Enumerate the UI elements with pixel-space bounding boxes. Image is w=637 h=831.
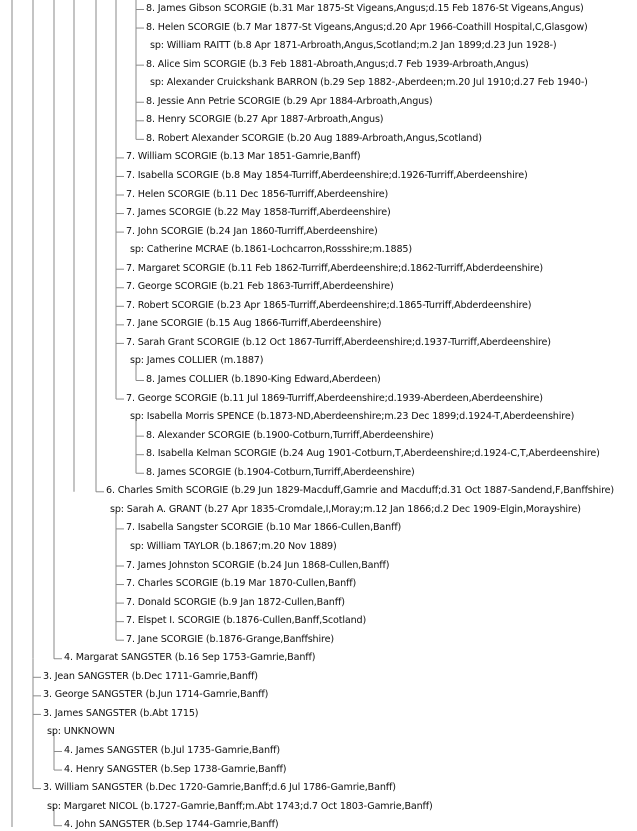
spouse-entry: sp: William RAITT (b.8 Apr 1871-Arbroath,Angus,Scotland;m.2 Jan 1899;d.23 Jun 1928-) xyxy=(150,40,557,52)
person-entry: 7. Charles SCORGIE (b.19 Mar 1870-Cullen,Banff) xyxy=(126,578,357,590)
person-entry: 7. Isabella SCORGIE (b.8 May 1854-Turriff,Aberdeenshire;d.1926-Turriff,Aberdeenshire) xyxy=(126,169,528,181)
person-entry: 7. Robert SCORGIE (b.23 Apr 1865-Turriff,Aberdeenshire;d.1865-Turriff,Abderdeenshire) xyxy=(126,299,532,311)
person-entry: 7. Elspet I. SCORGIE (b.1876-Cullen,Banff,Scotland) xyxy=(126,615,367,627)
person-entry: 7. James SCORGIE (b.22 May 1858-Turriff,Aberdeenshire) xyxy=(126,207,391,219)
spouse-entry: sp: Sarah A. GRANT (b.27 Apr 1835-Cromdale,I,Moray;m.12 Jan 1866;d.2 Dec 1909-Elgin,Morayshire) xyxy=(110,503,581,515)
person-entry: 7. George SCORGIE (b.11 Jul 1869-Turriff,Aberdeenshire;d.1939-Aberdeen,Aberdeenshire) xyxy=(126,392,543,404)
person-entry: 8. Henry SCORGIE (b.27 Apr 1887-Arbroath,Angus) xyxy=(146,114,384,126)
person-entry: 7. James Johnston SCORGIE (b.24 Jun 1868-Cullen,Banff) xyxy=(126,559,390,571)
person-entry: 4. Margarat SANGSTER (b.16 Sep 1753-Gamrie,Banff) xyxy=(64,652,316,664)
spouse-entry: sp: William TAYLOR (b.1867;m.20 Nov 1889) xyxy=(130,540,337,552)
person-entry: 7. Jane SCORGIE (b.1876-Grange,Banffshire) xyxy=(126,633,334,645)
person-entry: 7. Jane SCORGIE (b.15 Aug 1866-Turriff,Aberdeenshire) xyxy=(126,318,382,330)
spouse-entry: sp: UNKNOWN xyxy=(47,726,115,738)
spouse-entry: sp: Catherine MCRAE (b.1861-Lochcarron,Rossshire;m.1885) xyxy=(130,244,412,256)
spouse-entry: sp: Alexander Cruickshank BARRON (b.29 Sep 1882-,Aberdeen;m.20 Jul 1910;d.27 Feb 1940-) xyxy=(150,77,588,89)
person-entry: 4. Henry SANGSTER (b.Sep 1738-Gamrie,Banff) xyxy=(64,763,287,775)
person-entry: 4. James SANGSTER (b.Jul 1735-Gamrie,Banff) xyxy=(64,745,280,756)
person-entry: 7. William SCORGIE (b.13 Mar 1851-Gamrie,Banff) xyxy=(126,151,361,163)
person-entry: 7. Sarah Grant SCORGIE (b.12 Oct 1867-Turriff,Aberdeenshire;d.1937-Turriff,Aberdeenshire) xyxy=(126,336,551,348)
person-entry: 7. Helen SCORGIE (b.11 Dec 1856-Turriff,Aberdeenshire) xyxy=(126,188,389,200)
person-entry: 3. James SANGSTER (b.Abt 1715) xyxy=(43,707,199,719)
person-entry: 8. Isabella Kelman SCORGIE (b.24 Aug 1901-Cotburn,T,Aberdeenshire;d.1924-C,T,Aberdeenshire) xyxy=(146,448,600,460)
spouse-entry: sp: James COLLIER (m.1887) xyxy=(130,355,264,367)
person-entry: 8. Robert Alexander SCORGIE (b.20 Aug 1889-Arbroath,Angus,Scotland) xyxy=(146,132,482,144)
person-entry: 8. James SCORGIE (b.1904-Cotburn,Turriff,Aberdeenshire) xyxy=(146,466,415,478)
person-entry: 8. Alice Sim SCORGIE (b.3 Feb 1881-Abroath,Angus;d.7 Feb 1939-Arbroath,Angus) xyxy=(146,58,529,70)
person-entry: 3. William SANGSTER (b.Dec 1720-Gamrie,Banff;d.6 Jul 1786-Gamrie,Banff) xyxy=(43,782,396,794)
person-entry: 8. Helen SCORGIE (b.7 Mar 1877-St Vigeans,Angus;d.20 Apr 1966-Coathill Hospital,C,Glasgow) xyxy=(146,21,588,33)
person-entry: 8. James COLLIER (b.1890-King Edward,Aberdeen) xyxy=(146,374,381,385)
person-entry: 8. James Gibson SCORGIE (b.31 Mar 1875-St Vigeans,Angus;d.15 Feb 1876-St Vigeans,Angus) xyxy=(146,3,584,14)
person-entry: 3. George SANGSTER (b.Jun 1714-Gamrie,Banff) xyxy=(43,689,269,701)
spouse-entry: sp: Isabella Morris SPENCE (b.1873-ND,Aberdeenshire;m.23 Dec 1899;d.1924-T,Aberdeenshire) xyxy=(130,411,575,423)
person-entry: 7. Donald SCORGIE (b.9 Jan 1872-Cullen,Banff) xyxy=(126,596,345,608)
spouse-entry: sp: Margaret NICOL (b.1727-Gamrie,Banff;m.Abt 1743;d.7 Oct 1803-Gamrie,Banff) xyxy=(47,800,433,812)
person-entry: 4. John SANGSTER (b.Sep 1744-Gamrie,Banff) xyxy=(64,819,279,831)
person-entry: 6. Charles Smith SCORGIE (b.29 Jun 1829-Macduff,Gamrie and Macduff;d.31 Oct 1887-Sandend,F,Banffshire) xyxy=(106,485,615,497)
person-entry: 8. Alexander SCORGIE (b.1900-Cotburn,Turriff,Aberdeenshire) xyxy=(146,429,434,441)
person-entry: 3. Jean SANGSTER (b.Dec 1711-Gamrie,Banff) xyxy=(43,670,258,682)
person-entry: 7. Margaret SCORGIE (b.11 Feb 1862-Turriff,Aberdeenshire;d.1862-Turriff,Abderdeenshire) xyxy=(126,262,543,274)
person-entry: 7. Isabella Sangster SCORGIE (b.10 Mar 1866-Cullen,Banff) xyxy=(126,522,402,534)
person-entry: 7. George SCORGIE (b.21 Feb 1863-Turriff,Aberdeenshire) xyxy=(126,281,394,293)
person-entry: 7. John SCORGIE (b.24 Jan 1860-Turriff,Aberdeenshire) xyxy=(126,225,378,237)
person-entry: 8. Jessie Ann Petrie SCORGIE (b.29 Apr 1884-Arbroath,Angus) xyxy=(146,95,433,107)
